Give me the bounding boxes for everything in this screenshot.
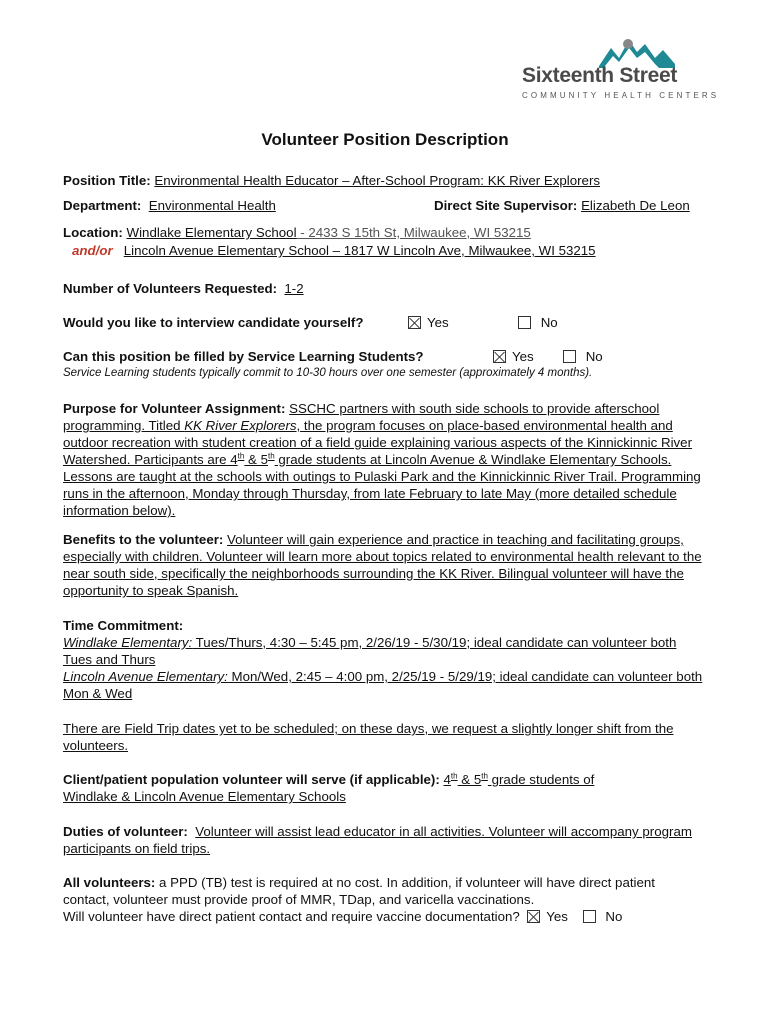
- purpose-sup-1: th: [237, 451, 245, 461]
- position-title-label: Position Title:: [63, 173, 151, 188]
- service-learning-yes-label: Yes: [512, 349, 534, 364]
- benefits-section: [63, 531, 708, 599]
- supervisor-value: Elizabeth De Leon: [581, 198, 690, 213]
- all-volunteers-line-2: contact, volunteer must provide proof of MMR, TDap, and varicella vaccinations.: [63, 892, 535, 907]
- purpose-sup-2: th: [268, 451, 275, 461]
- vaccine-yes-label: Yes: [546, 909, 568, 924]
- all-volunteers-section: [63, 874, 708, 925]
- interview-no[interactable]: [518, 314, 558, 331]
- vaccine-yes-checkbox[interactable]: [527, 910, 540, 923]
- interview-no-label: No: [540, 315, 558, 330]
- school2-name: Lincoln Avenue Elementary:: [63, 669, 228, 684]
- client-text-3: grade students of: [487, 772, 595, 787]
- purpose-text-4: & 5: [244, 452, 268, 467]
- purpose-text-3: , the program focuses on place-based environmental health and outdoor recreation with student creation of a field guide explaining various aspects of the Kinnickinnic River Watershed. Participants are 4: [63, 418, 693, 467]
- all-volunteers-label: All volunteers:: [63, 875, 156, 890]
- benefits-text: Volunteer will gain experience and practice in teaching and facilitating groups, especially with children. Volunteer will learn more about topics related to environmental health relevant to the near south side, specifically the neighborhoods surrounding the KK River. Bilingual volunteer will have the opportunity to speak Spanish.: [63, 532, 702, 598]
- client-section: [63, 771, 708, 805]
- time-commitment-school1: [63, 634, 708, 668]
- client-text-1: 4: [443, 772, 451, 787]
- interview-yes-checkbox[interactable]: [408, 316, 421, 329]
- duties-text: Volunteer will assist lead educator in all activities. Volunteer will accompany program participants on field trips.: [63, 824, 692, 856]
- duties-section: [63, 823, 708, 857]
- num-volunteers-row: [63, 280, 304, 297]
- client-text-2: & 5: [457, 772, 482, 787]
- interview-question: Would you like to interview candidate yourself?: [63, 315, 364, 330]
- logo-name: Sixteenth Street: [522, 64, 678, 87]
- department-value: Environmental Health: [148, 198, 276, 213]
- location-site2: Lincoln Avenue Elementary School – 1817 W Lincoln Ave, Milwaukee, WI 53215: [123, 243, 596, 258]
- service-learning-yes-checkbox[interactable]: [493, 350, 506, 363]
- client-label: Client/patient population volunteer will serve (if applicable):: [63, 772, 440, 787]
- department-row: [63, 197, 276, 214]
- service-learning-yes[interactable]: [493, 348, 534, 365]
- field-trip-text: There are Field Trip dates yet to be scheduled; on these days, we request a slightly longer shift from the volunteers.: [63, 721, 674, 753]
- client-sup-2: th: [481, 771, 488, 781]
- vaccine-yes[interactable]: [527, 909, 568, 924]
- vaccine-no-label: No: [605, 909, 623, 924]
- purpose-text-5: grade students at Lincoln Avenue & Windlake Elementary Schools. Lessons are taught at the schools with outings to Pulaski Park and the Kinnickinnic River Trail. Programming runs in the afternoon, Monday through Thursday, from late February to late May (more detailed schedule information below).: [63, 452, 701, 518]
- benefits-label: Benefits to the volunteer:: [63, 532, 224, 547]
- field-trip-note: [63, 720, 708, 754]
- vaccine-question: Will volunteer have direct patient contact and require vaccine documentation?: [63, 909, 520, 924]
- service-learning-note: Service Learning students typically commit to 10-30 hours over one semester (approximately 4 months).: [63, 367, 593, 379]
- interview-yes[interactable]: [408, 314, 449, 331]
- vaccine-no[interactable]: [583, 909, 623, 924]
- position-title-value: Environmental Health Educator – After-School Program: KK River Explorers: [154, 173, 601, 188]
- num-volunteers-label: Number of Volunteers Requested:: [63, 281, 278, 296]
- time-commitment-school2: [63, 668, 708, 702]
- service-learning-no[interactable]: [563, 348, 603, 365]
- supervisor-row: [434, 197, 690, 214]
- client-line-2: Windlake & Lincoln Avenue Elementary Schools: [63, 789, 346, 804]
- service-learning-no-checkbox[interactable]: [563, 350, 576, 363]
- duties-label: Duties of volunteer:: [63, 824, 188, 839]
- location-site1-address: - 2433 S 15th St, Milwaukee, WI 53215: [296, 225, 531, 240]
- vaccine-no-checkbox[interactable]: [583, 910, 596, 923]
- interview-yes-label: Yes: [427, 315, 449, 330]
- time-commitment-label: Time Commitment:: [63, 618, 184, 633]
- all-volunteers-line-1: a PPD (TB) test is required at no cost. In addition, if volunteer will have direct patient: [155, 875, 655, 890]
- purpose-text-1: SSCHC partners with south side schools to provide afterschool programming. Titled: [63, 401, 660, 433]
- logo-tagline: COMMUNITY HEALTH CENTERS: [522, 91, 720, 100]
- purpose-program-name: KK River Explorers: [184, 418, 297, 433]
- supervisor-label: Direct Site Supervisor:: [434, 198, 578, 213]
- school2-schedule: Mon/Wed, 2:45 – 4:00 pm, 2/25/19 - 5/29/19; ideal candidate can volunteer both Mon & Wed: [63, 669, 703, 701]
- school1-name: Windlake Elementary:: [63, 635, 193, 650]
- location-site1-name: Windlake Elementary School: [126, 225, 297, 240]
- purpose-label: Purpose for Volunteer Assignment:: [63, 401, 286, 416]
- location-row: [63, 224, 531, 241]
- service-learning-no-label: No: [585, 349, 603, 364]
- vaccine-question-row: [63, 908, 708, 925]
- school1-schedule: Tues/Thurs, 4:30 – 5:45 pm, 2/26/19 - 5/30/19; ideal candidate can volunteer both Tues and Thurs: [63, 635, 677, 667]
- location-connector: and/or: [72, 243, 113, 258]
- purpose-section: [63, 400, 708, 519]
- client-sup-1: th: [450, 771, 458, 781]
- position-title-row: [63, 172, 600, 189]
- num-volunteers-value: 1-2: [284, 281, 304, 296]
- sixteenth-street-logo: [519, 36, 720, 106]
- location-label: Location:: [63, 225, 123, 240]
- time-commitment-section: [63, 617, 708, 702]
- department-label: Department:: [63, 198, 142, 213]
- location-row-2: [72, 242, 596, 259]
- service-learning-question: Can this position be filled by Service Learning Students?: [63, 349, 424, 364]
- interview-no-checkbox[interactable]: [518, 316, 531, 329]
- page-title: Volunteer Position Description: [261, 130, 509, 149]
